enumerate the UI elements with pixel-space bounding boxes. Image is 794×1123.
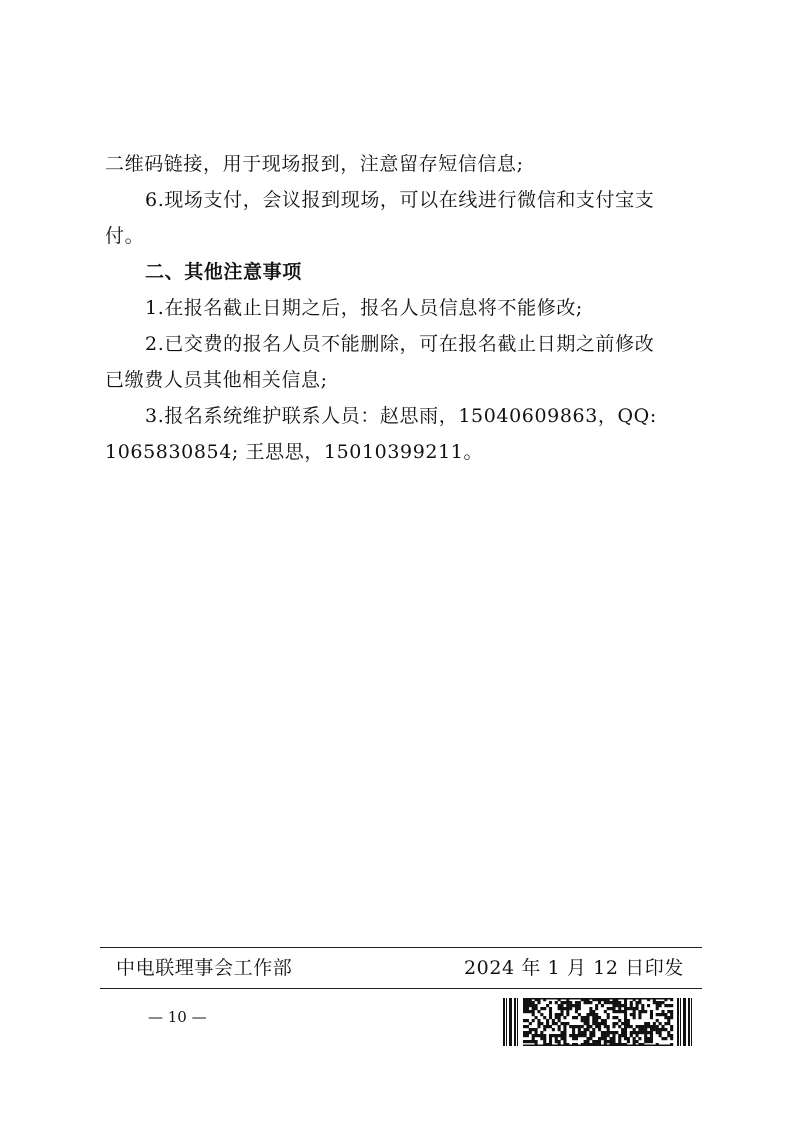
notice-item-3-line-1: 3.报名系统维护联系人员：赵思雨，15040609863，QQ: — [145, 405, 657, 427]
notice-item-1: 1.在报名截止日期之后，报名人员信息将不能修改; — [145, 297, 583, 319]
section-heading: 二、其他注意事项 — [145, 261, 302, 283]
item-6-line-2: 付。 — [105, 225, 145, 247]
body-line-1: 二维码链接，用于现场报到，注意留存短信信息; — [105, 153, 524, 175]
barcode-icon — [503, 998, 693, 1046]
page-number: — 10 — — [148, 1008, 207, 1026]
footer-issue-date: 2024 年 1 月 12 日印发 — [463, 957, 684, 979]
document-body — [105, 146, 700, 470]
item-6-line-1: 6.现场支付，会议报到现场，可以在线进行微信和支付宝支 — [145, 189, 655, 211]
notice-item-2-line-1: 2.已交费的报名人员不能删除，可在报名截止日期之前修改 — [145, 333, 655, 355]
footer-issuer: 中电联理事会工作部 — [116, 957, 293, 979]
notice-item-2-line-2: 已缴费人员其他相关信息; — [105, 369, 328, 391]
footer-top-rule — [100, 947, 702, 948]
notice-item-3-line-2: 1065830854; 王思思，15010399211。 — [105, 441, 484, 463]
footer-bottom-rule — [100, 988, 702, 989]
